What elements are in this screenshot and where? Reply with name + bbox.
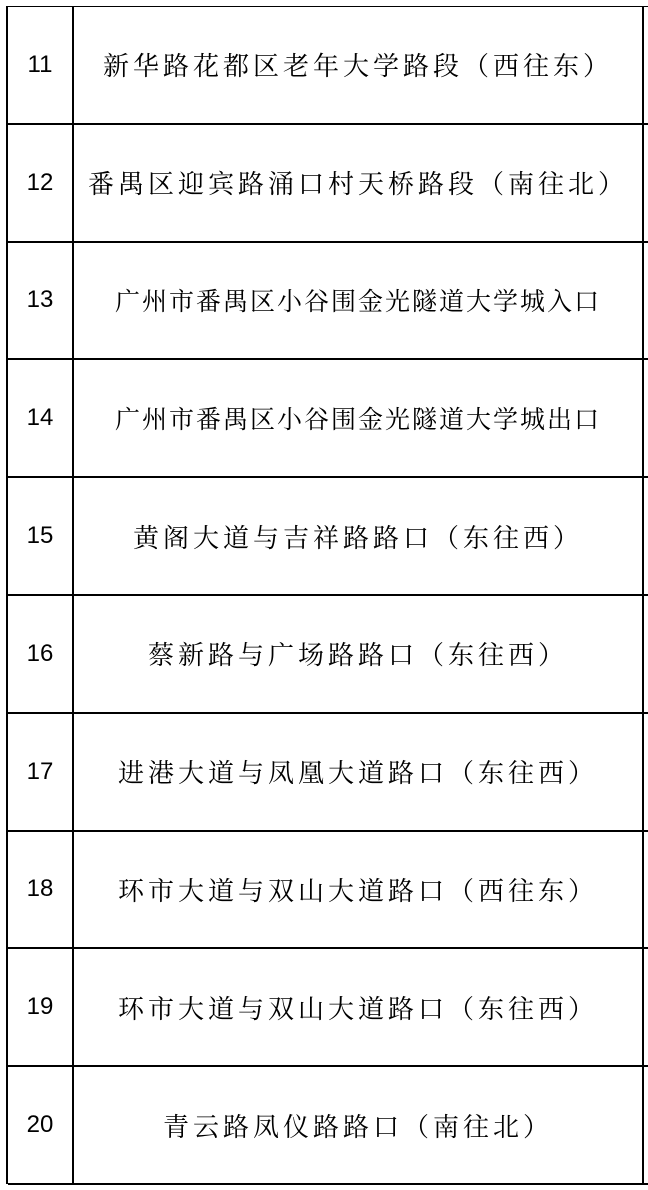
row-location: 番禺区迎宾路涌口村天桥路段（南往北） <box>74 125 644 241</box>
row-location: 广州市番禺区小谷围金光隧道大学城出口 <box>74 360 644 476</box>
table-row <box>8 243 648 361</box>
row-number: 17 <box>8 714 74 830</box>
table-row <box>8 714 648 832</box>
table-row <box>8 7 648 125</box>
table-row <box>8 360 648 478</box>
row-location: 新华路花都区老年大学路段（西往东） <box>74 7 644 123</box>
row-location: 环市大道与双山大道路口（东往西） <box>74 949 644 1065</box>
row-number: 18 <box>8 832 74 948</box>
table-row <box>8 478 648 596</box>
row-number: 11 <box>8 7 74 123</box>
row-number: 20 <box>8 1067 74 1183</box>
table-row <box>8 596 648 714</box>
row-number: 15 <box>8 478 74 594</box>
row-location: 广州市番禺区小谷围金光隧道大学城入口 <box>74 243 644 359</box>
table-row <box>8 1067 648 1185</box>
location-table <box>6 6 648 1184</box>
row-location: 黄阁大道与吉祥路路口（东往西） <box>74 478 644 594</box>
row-location: 环市大道与双山大道路口（西往东） <box>74 832 644 948</box>
table-row <box>8 949 648 1067</box>
row-location: 青云路凤仪路路口（南往北） <box>74 1067 644 1183</box>
row-location: 蔡新路与广场路路口（东往西） <box>74 596 644 712</box>
row-number: 16 <box>8 596 74 712</box>
table-row <box>8 832 648 950</box>
row-number: 19 <box>8 949 74 1065</box>
table-row <box>8 125 648 243</box>
row-number: 13 <box>8 243 74 359</box>
row-number: 14 <box>8 360 74 476</box>
row-location: 进港大道与凤凰大道路口（东往西） <box>74 714 644 830</box>
row-number: 12 <box>8 125 74 241</box>
